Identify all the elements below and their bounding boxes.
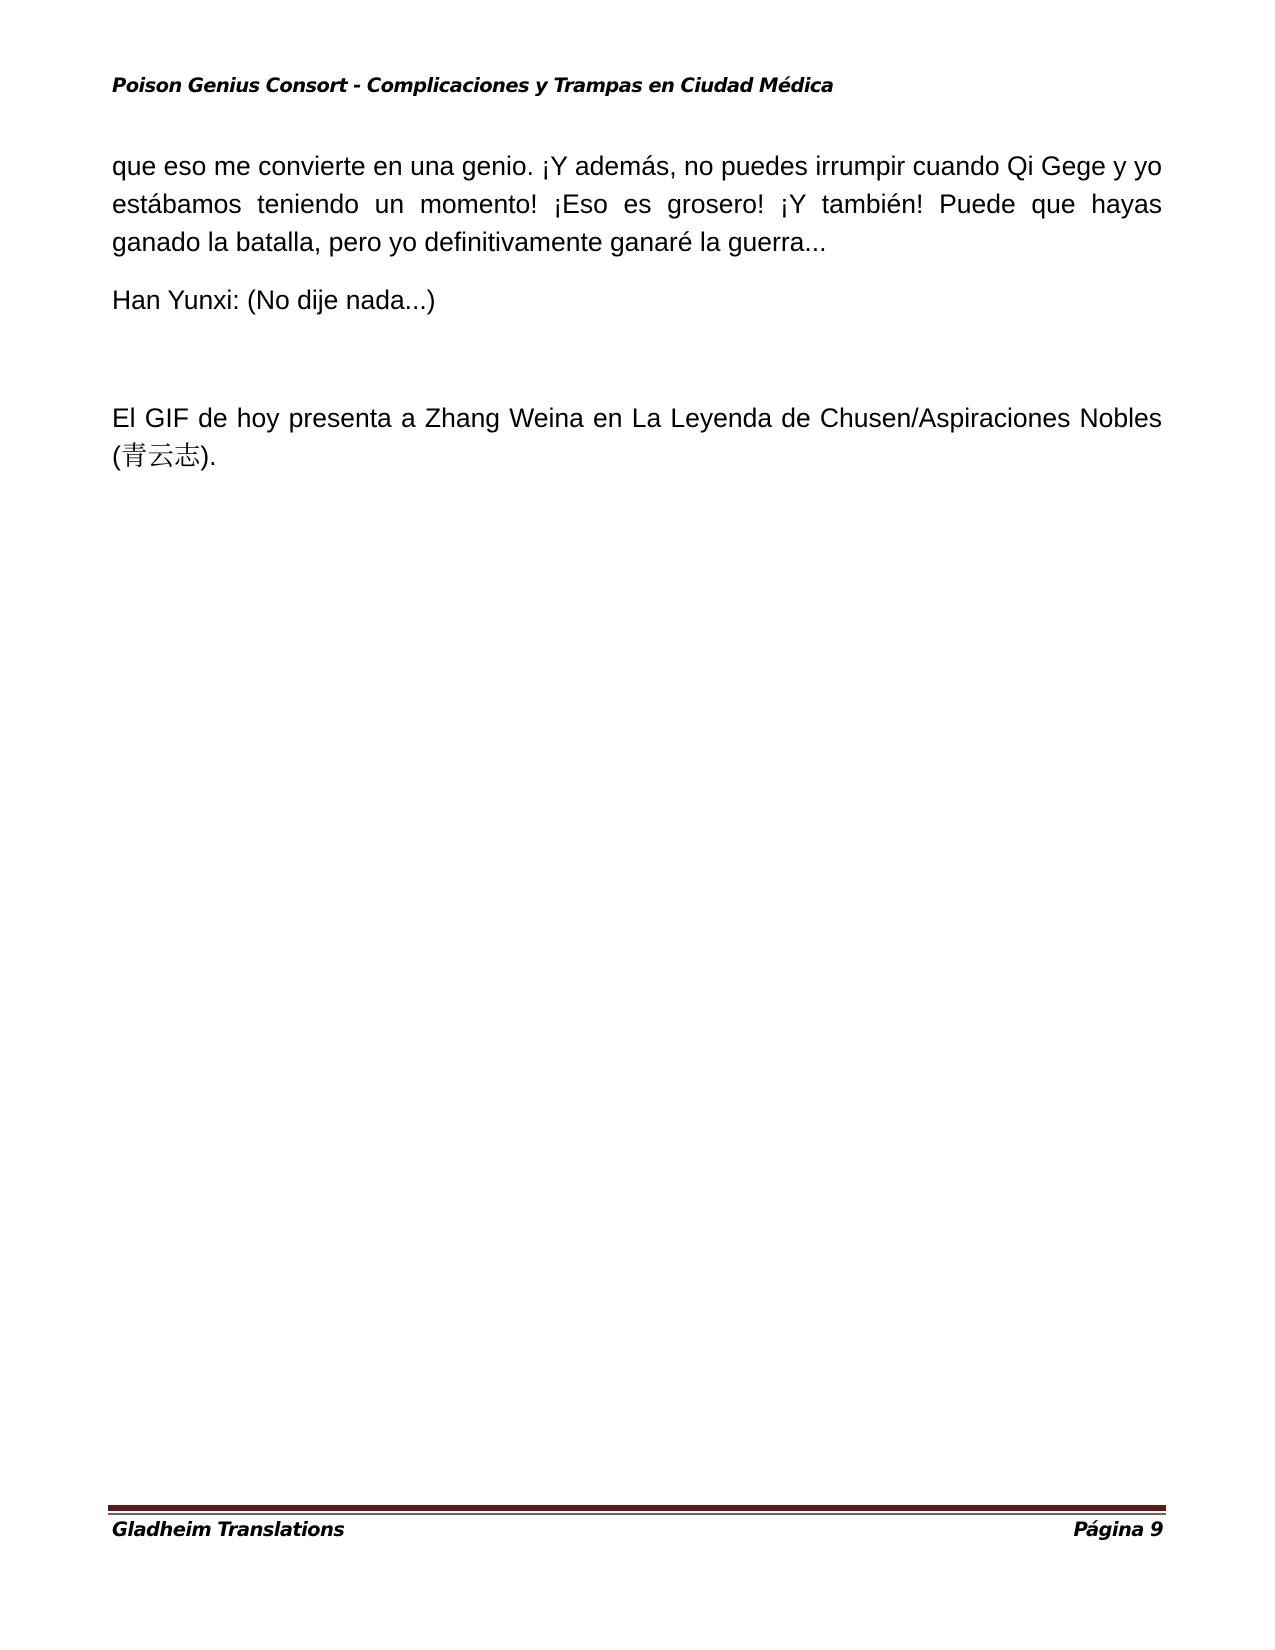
document-body: [112, 147, 1162, 475]
body-paragraph: El GIF de hoy presenta a Zhang Weina en La Leyenda de Chusen/Aspiraciones Nobles (青云志).: [112, 403, 1162, 471]
footer-publisher: Gladheim Translations: [112, 1518, 345, 1541]
page-header-title: Poison Genius Consort - Complicaciones y Trampas en Ciudad Médica: [112, 74, 834, 97]
footer-page-number: Página 9: [1073, 1518, 1163, 1541]
dialogue-line: Han Yunxi: (No dije nada...): [112, 285, 436, 315]
footer-divider: [108, 1505, 1166, 1515]
body-paragraph: que eso me convierte en una genio. ¡Y además, no puedes irrumpir cuando Qi Gege y yo estábamos teniendo un momento! ¡Eso es grosero! ¡Y también! Puede que hayas ganado la batalla, pero yo definitivamente ganaré la guerra...: [112, 151, 1162, 257]
